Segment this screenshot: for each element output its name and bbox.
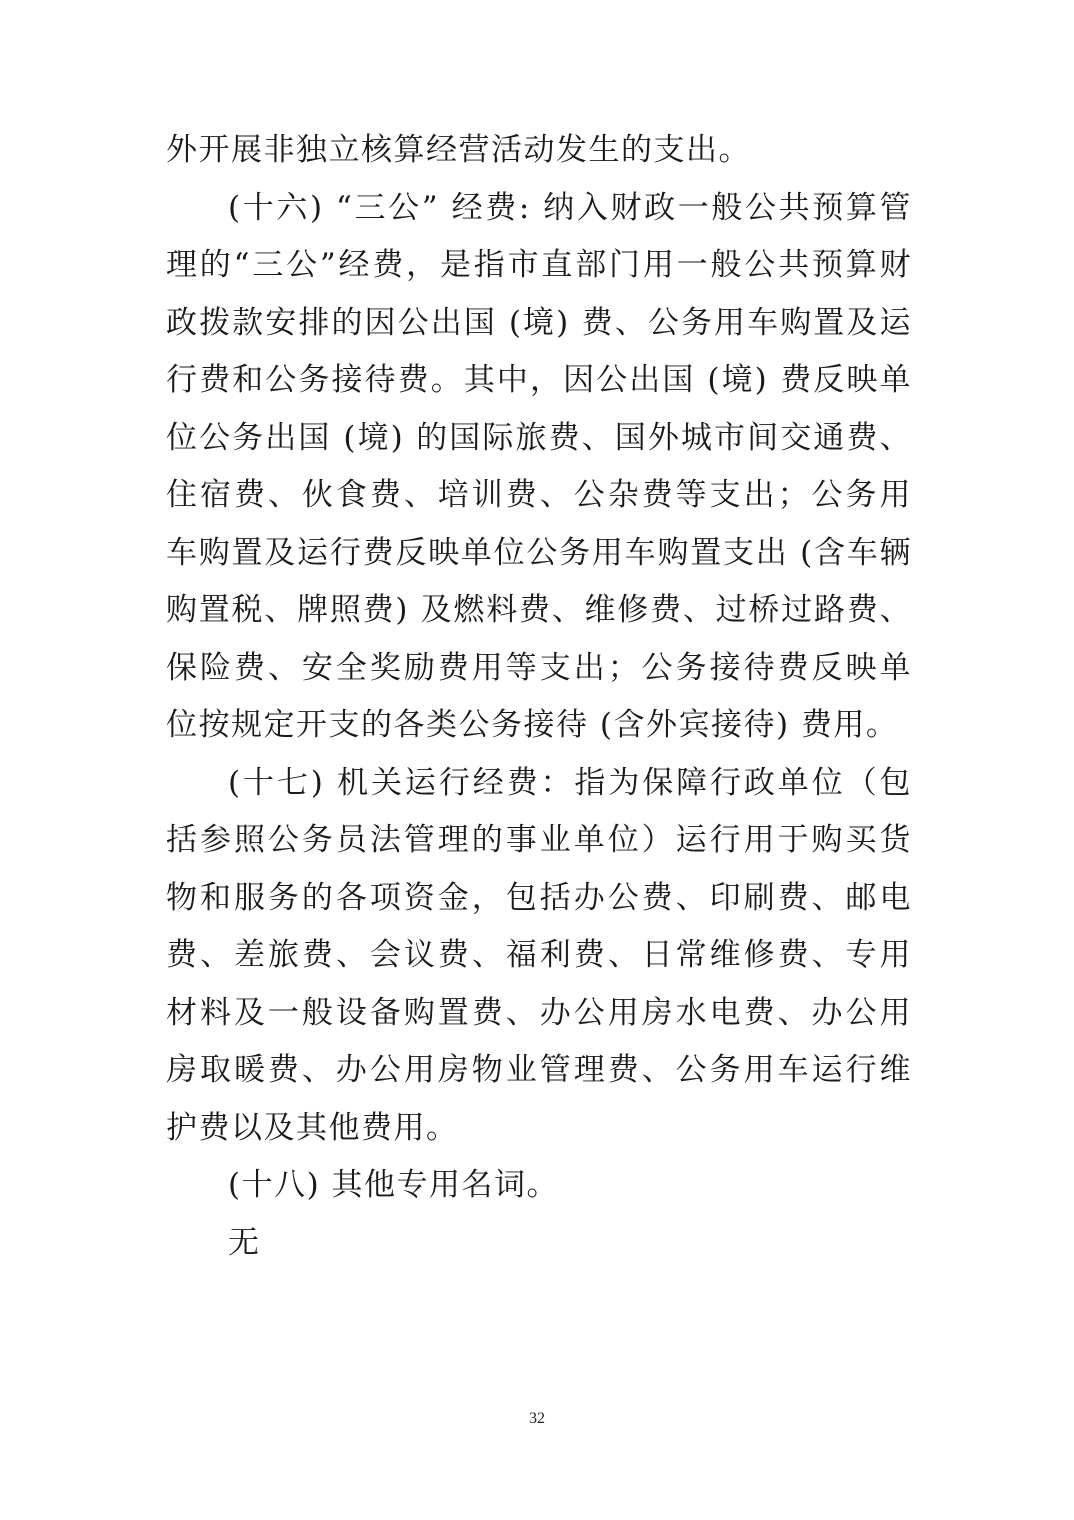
paragraph-other-terms: (十八) 其他专用名词。 (228, 1167, 560, 1203)
paragraph-continuation: 外开展非独立核算经营活动发生的支出。 (166, 132, 751, 168)
document-body (166, 122, 912, 1272)
paragraph-none: 无 (228, 1224, 261, 1261)
page-number: 32 (529, 1410, 545, 1427)
paragraph-operating-expenses: (十七) 机关运行经费：指为保障行政单位（包括参照公务员法管理的事业单位）运行用于购买货物和服务的各项资金，包括办公费、印刷费、邮电费、差旅费、会议费、福利费、日常维修费、专用材料及一般设备购置费、办公用房水电费、办公用房取暖费、办公用房物业管理费、公务用车运行维护费以及其他费用。 (166, 764, 912, 1146)
paragraph-sangong-expenses: (十六) “三公” 经费: 纳入财政一般公共预算管理的“三公”经费，是指市直部门用一般公共预算财政拨款安排的因公出国 (境) 费、公务用车购置及运行费和公务接待费。其中，因公出国 (境) 费反映单位公务出国 (境) 的国际旅费、国外城市间交通费、住宿费、伙食费、培训费、公杂费等支出；公务用车购置及运行费反映单位公务用车购置支出 (含车辆购置税、牌照费) 及燃料费、维修费、过桥过路费、保险费、安全奖励费用等支出；公务接待费反映单位按规定开支的各类公务接待 (含外宾接待) 费用。 (166, 189, 912, 743)
